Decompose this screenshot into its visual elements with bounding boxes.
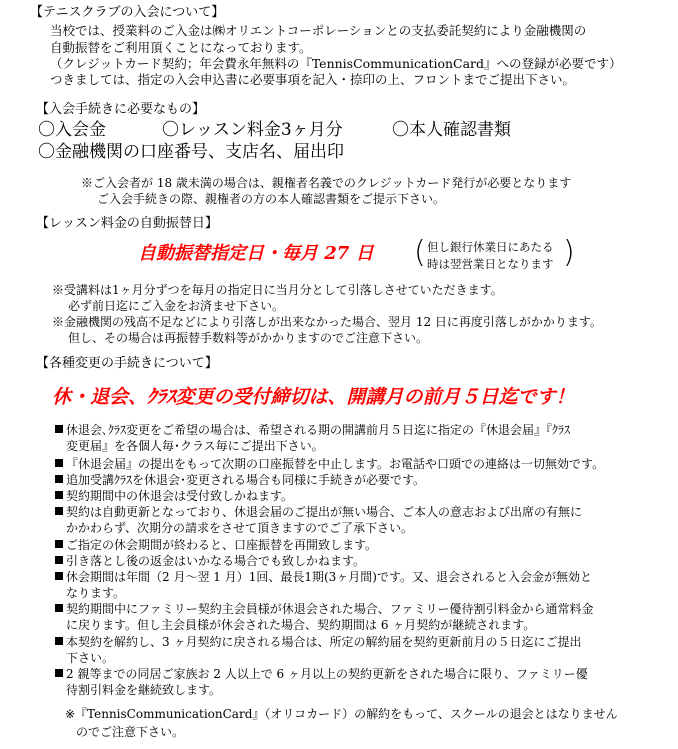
square-bullet-icon: [55, 604, 63, 612]
debit-date-highlight: 自動振替指定日・毎月 27 日: [138, 243, 374, 264]
rule-bullet: 休会期間は年間（2 月～翌 1 月）1回、最長1期(3ヶ月間)です。又、退会されると入会金が無効と: [55, 571, 592, 583]
membership-line-1: 当校では、授業料のご入金は㈱オリエントコーポレーションとの支払委託契約により金融機関の: [50, 23, 587, 38]
card-footnote-line-1: ※『TennisCommunicationCard』（オリコカード）の解約をもって、スクールの退会とはなりません: [65, 707, 618, 721]
minor-note-line-1: ※ご入会者が 18 歳未満の場合は、親権者名義でのクレジットカード発行が必要となります: [81, 176, 572, 190]
square-bullet-icon: [55, 475, 63, 483]
section-heading-requirements: 【入会手続きに必要なもの】: [36, 102, 206, 117]
membership-line-3: （クレジットカード契約；年会費永年無料の『TennisCommunicationCard』への登録が必要です）: [50, 56, 622, 71]
square-bullet-icon: [55, 540, 63, 548]
rule-bullet-cont: かかわらず、次期分の請求をさせて頂きますのでご了承下さい。: [66, 521, 414, 535]
rule-bullet: 『休退会届』の提出をもって次期の口座振替を中止します。お電話や口頭での連絡は一切無効です。: [55, 458, 604, 470]
square-bullet-icon: [55, 637, 63, 645]
square-bullet-icon: [55, 507, 63, 515]
rule-bullet: 休退会､ｸﾗｽ変更をご希望の場合は、希望される期の開講前月５日迄に指定の『休退会届』『ｸﾗｽ: [55, 424, 570, 436]
aside-right-paren: ): [563, 235, 575, 270]
square-bullet-icon: [55, 572, 63, 580]
rule-bullet-cont: なります。: [66, 586, 126, 600]
debit-note-line-3: ※金融機関の残高不足などにより引落しが出来なかった場合、翌月 12 日に再度引落しがかかります。: [52, 315, 602, 329]
rule-bullet-cont: 待割引料金を継続致します。: [66, 683, 222, 697]
membership-line-2: 自動振替をご利用頂くことになっております。: [50, 40, 312, 55]
square-bullet-icon: [55, 556, 63, 564]
square-bullet-icon: [55, 669, 63, 677]
square-bullet-icon: [55, 459, 63, 467]
rule-bullet: 本契約を解約し、3 ヶ月契約に戻される場合は、所定の解約届を契約更新前月の５日迄にご提出: [55, 636, 581, 648]
rule-bullet-cont: 下さい。: [66, 651, 115, 665]
rule-bullet: 2 親等までの同居ご家族お 2 人以上で 6 ヶ月以上の契約更新をされた場合に限り、ファミリー優: [55, 668, 588, 680]
aside-left-paren: (: [414, 235, 426, 270]
rule-bullet: 契約期間中の休退会は受付致しかねます。: [55, 490, 293, 502]
debit-aside-line-2: 時は翌営業日となります: [427, 257, 554, 271]
card-footnote-line-2: のでご注意下さい。: [76, 725, 185, 739]
square-bullet-icon: [55, 491, 63, 499]
section-heading-changes: 【各種変更の手続きについて】: [36, 356, 218, 371]
rule-bullet-cont: 変更届』を各個人毎･クラス毎にご提出下さい。: [66, 439, 324, 453]
debit-note-line-4: 但し、その場合は再振替手数料等がかかりますのでご注意下さい。: [68, 331, 429, 345]
requirement-item-lesson-fee: 〇レッスン料金3ヶ月分: [162, 120, 343, 140]
rule-bullet: 契約期間中にファミリー契約主会員様が休退会された場合、ファミリー優待割引料金から通常料金: [55, 603, 594, 615]
debit-aside-line-1: 但し銀行休業日にあたる: [427, 240, 554, 254]
debit-note-line-2: 必ず前日迄にご入金をお済ませ下さい。: [68, 299, 285, 313]
rule-bullet: 引き落とし後の返金はいかなる場合でも致しかねます。: [55, 555, 365, 567]
requirement-item-id: 〇本人確認書類: [392, 120, 511, 140]
square-bullet-icon: [55, 425, 63, 433]
section-heading-membership: 【テニスクラブの入会について】: [30, 5, 225, 20]
membership-line-4: つきましては、指定の入会申込書に必要事項を記入・捺印の上、フロントまでご提出下さい。: [50, 72, 576, 87]
changes-deadline-highlight: 休・退会、ｸﾗｽ変更の受付締切は、開講月の前月５日迄です！: [52, 386, 575, 408]
rule-bullet: ご指定の休会期間が終わると、口座振替を再開致します。: [55, 539, 377, 551]
section-heading-debit-date: 【レッスン料金の自動振替日】: [36, 216, 218, 231]
debit-note-line-1: ※受講料は1ヶ月分ずつを毎月の指定日に当月分として引落しさせていただきます。: [52, 283, 503, 297]
requirement-item-bank-account: 〇金融機関の口座番号、支店名、届出印: [38, 142, 344, 162]
minor-note-line-2: ご入会手続きの際、親権者の方の本人確認書類をご提示下さい。: [97, 192, 446, 206]
rule-bullet: 追加受講ｸﾗｽを休退会･変更される場合も同様に手続きが必要です。: [55, 474, 425, 486]
rule-bullet-cont: に戻ります。但し主会員様が休会された場合、契約期間は 6 ヶ月契約が継続されます。: [66, 618, 536, 632]
requirement-item-entry-fee: 〇入会金: [38, 120, 106, 140]
rule-bullet: 契約は自動更新となっており、休退会届のご提出が無い場合、ご本人の意志および出席の有無に: [55, 506, 582, 518]
